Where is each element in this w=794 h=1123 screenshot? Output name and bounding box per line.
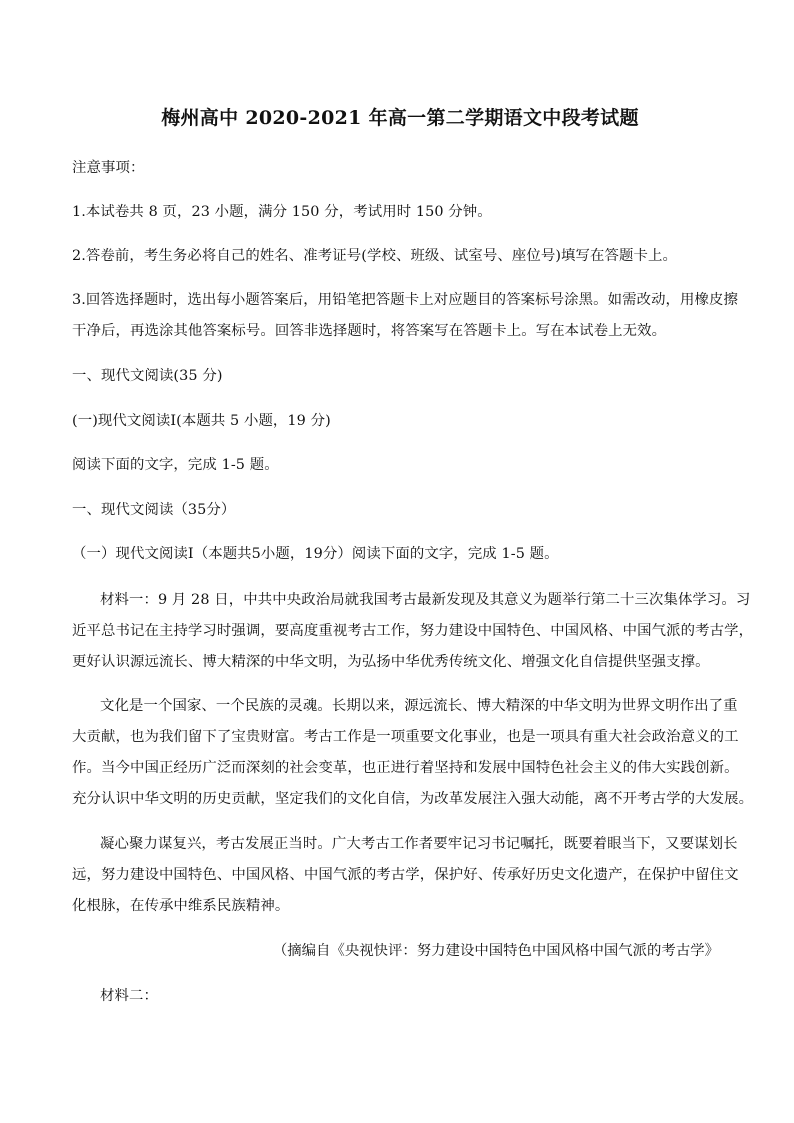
paragraph3-line-1: 凝心聚力谋复兴，考古发展正当时。广大考古工作者要牢记习书记嘱托，既要着眼当下，又要谋划长 (100, 836, 738, 852)
section-heading-repeat: 一、现代文阅读（35分） (72, 502, 236, 518)
subsection-heading: (一)现代文阅读Ⅰ(本题共 5 小题，19 分) (72, 413, 331, 429)
reading-instruction: 阅读下面的文字，完成 1-5 题。 (72, 457, 279, 473)
notice-item-3: 3.回答选择题时，选出每小题答案后，用铅笔把答题卡上对应题目的答案标号涂黑。如需改动，用橡皮擦 (72, 292, 739, 308)
paragraph2-line-3: 作。当今中国正经历广泛而深刻的社会变革，也正进行着坚持和发展中国特色社会主义的伟大实践创新。 (72, 760, 739, 776)
subsection-heading-repeat: （一）现代文阅读Ⅰ（本题共5小题，19分）阅读下面的文字，完成 1-5 题。 (72, 546, 559, 562)
paragraph2-line-1: 文化是一个国家、一个民族的灵魂。长期以来，源远流长、博大精深的中华文明为世界文明作出了重 (100, 698, 738, 714)
notice-item-3-continued: 干净后，再选涂其他答案标号。回答非选择题时，将答案写在答题卡上。写在本试卷上无效。 (72, 323, 667, 339)
material2-label: 材料二： (100, 988, 158, 1004)
material1-line-3: 更好认识源远流长、博大精深的中华文明，为弘扬中华优秀传统文化、增强文化自信提供坚强支撑。 (72, 654, 710, 670)
paragraph2-line-2: 大贡献，也为我们留下了宝贵财富。考古工作是一项重要文化事业，也是一项具有重大社会政治意义的工 (72, 729, 739, 745)
paragraph3-line-3: 化根脉，在传承中维系民族精神。 (72, 898, 290, 914)
notice-heading: 注意事项： (72, 160, 145, 176)
section-heading: 一、现代文阅读(35 分) (72, 368, 223, 384)
paragraph3-line-2: 远，努力建设中国特色、中国风格、中国气派的考古学，保护好、传承好历史文化遗产，在保护中留住文 (72, 867, 739, 883)
material1-line-1: 材料一：9 月 28 日，中共中央政治局就我国考古最新发现及其意义为题举行第二十三次集体学习。习 (100, 592, 751, 608)
paragraph2-line-4: 充分认识中华文明的历史贡献，坚定我们的文化自信，为改革发展注入强大动能，离不开考古学的大发展。 (72, 791, 754, 807)
material1-line-2: 近平总书记在主持学习时强调，要高度重视考古工作，努力建设中国特色、中国风格、中国气派的考古学， (72, 623, 754, 639)
source-attribution: （摘编自《央视快评：努力建设中国特色中国风格中国气派的考古学》 (272, 943, 719, 959)
notice-item-1: 1.本试卷共 8 页，23 小题，满分 150 分，考试用时 150 分钟。 (72, 204, 492, 220)
notice-item-2: 2.答卷前，考生务必将自己的姓名、准考证号(学校、班级、试室号、座位号)填写在答题卡上。 (72, 248, 677, 264)
page-title: 梅州高中 2020-2021 年高一第二学期语文中段考试题 (161, 107, 639, 129)
